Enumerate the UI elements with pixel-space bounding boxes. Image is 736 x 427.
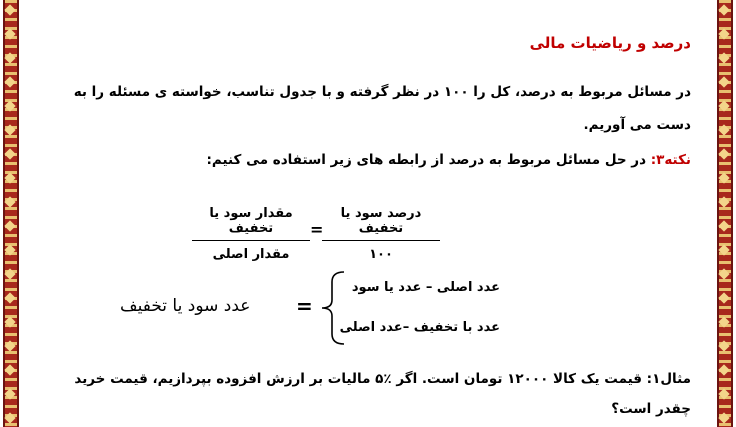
section-heading: درصد و ریاضیات مالی [529,34,691,52]
border-ornament [4,172,15,183]
border-ornament [718,124,729,135]
border-ornament [4,388,15,399]
border-ornament [4,412,15,423]
fraction-percent [322,206,440,262]
border-ornament [4,124,15,135]
fraction-percent-numerator: درصد سود یا تخفیف [340,206,422,236]
note-text: در حل مسائل مربوط به درصد از رابطه های زیر استفاده می کنیم: [206,152,651,168]
border-ornament [718,172,729,183]
border-ornament [4,4,15,15]
border-ornament [4,28,15,39]
intro-paragraph: در مسائل مربوط به درصد، کل را ۱۰۰ در نظر گرفته و با جدول تناسب، خواسته ی مسئله را به دست می آوریم. [73,84,691,133]
border-ornament [4,148,15,159]
fraction-amount [192,206,310,262]
border-ornament [4,76,15,87]
border-ornament [718,340,729,351]
border-ornament [718,196,729,207]
brace-cases [339,268,500,348]
proportion-formula [0,200,676,262]
decorative-border-right [717,0,733,427]
border-ornament [718,364,729,375]
note-label: نکته۳: [650,152,691,168]
border-ornament [718,292,729,303]
border-ornament [718,412,729,423]
fraction-percent-denominator: ۱۰۰ [369,247,393,262]
brace-case-1: عدد اصلی – عدد یا سود [351,280,500,295]
border-ornament [718,268,729,279]
fraction-amount-denominator: مقدار اصلی [212,247,290,262]
border-ornament [718,100,729,111]
border-ornament [718,4,729,15]
border-ornament [718,220,729,231]
brace-formula-lhs: عدد سود یا تخفیف [120,296,251,316]
fraction-amount-numerator: مقدار سود یا تخفیف [209,206,293,236]
equals-sign: = [310,220,324,239]
border-ornament [4,364,15,375]
border-ornament [718,244,729,255]
brace-case-2: عدد با تخفیف –عدد اصلی [339,320,500,335]
brace-formula [0,268,676,348]
border-ornament [4,52,15,63]
border-ornament [718,316,729,327]
note-line [207,152,691,168]
border-ornament [718,28,729,39]
border-ornament [718,148,729,159]
border-ornament [718,388,729,399]
border-ornament [718,76,729,87]
example-1: مثال۱: قیمت یک کالا ۱۲۰۰۰ تومان است. اگر ٪۵ مالیات بر ارزش افزوده بپردازیم، قیمت خرید چقدر است؟ [74,371,691,417]
border-ornament [718,52,729,63]
border-ornament [4,100,15,111]
equals-sign-large: = [296,294,313,318]
curly-brace-icon [318,268,348,348]
